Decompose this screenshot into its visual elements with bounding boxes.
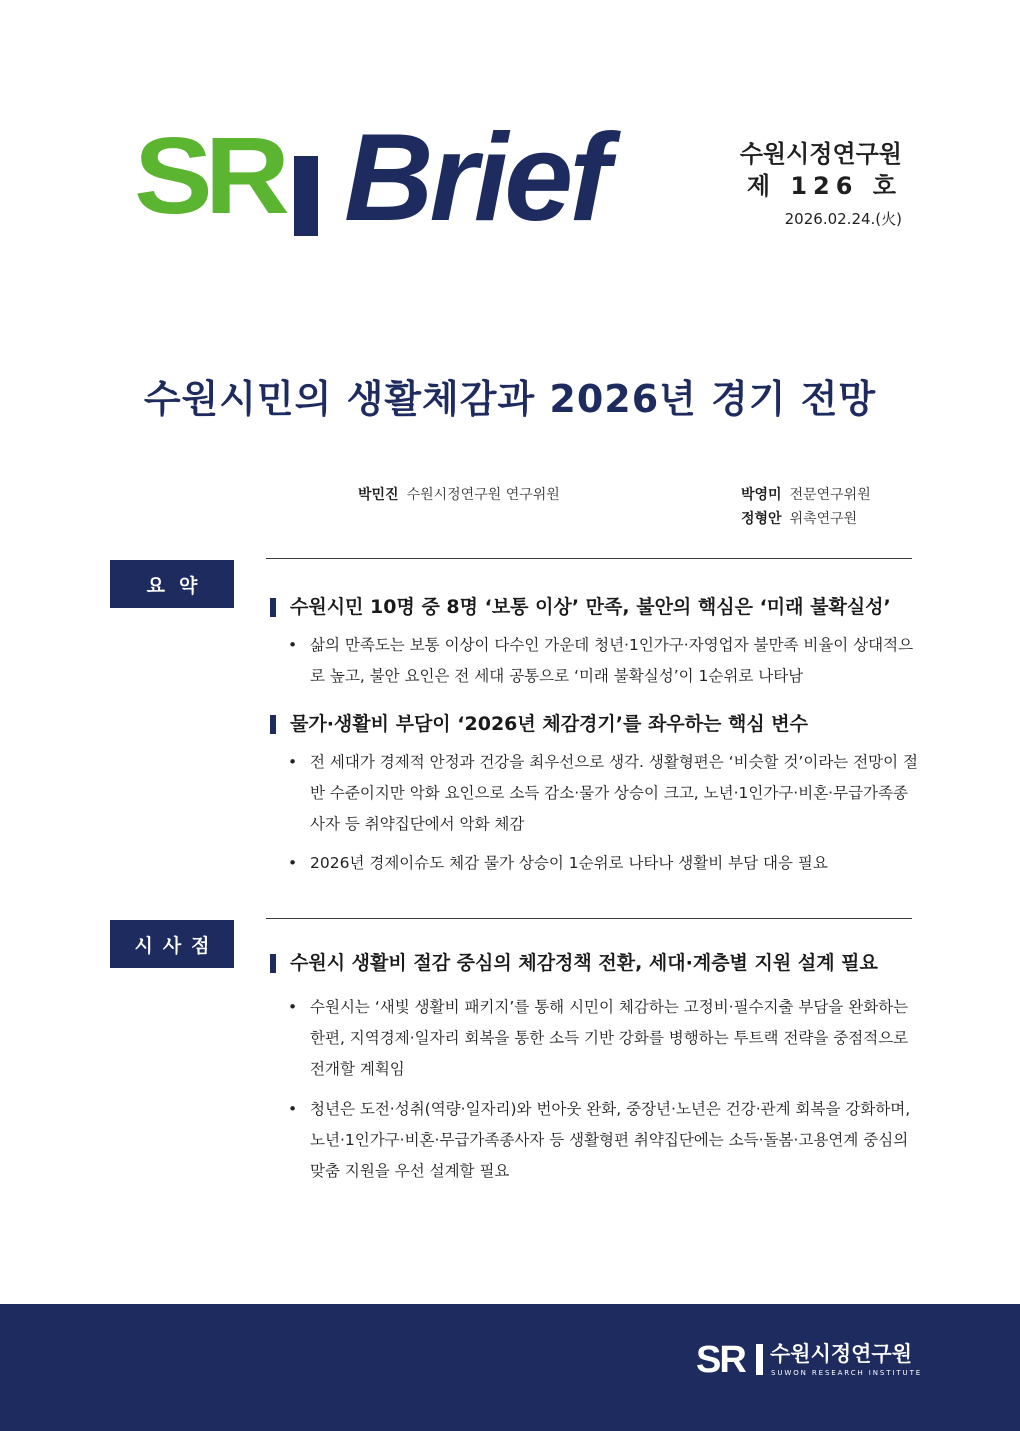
- author-role: 전문연구위원: [789, 487, 871, 503]
- footer-logo-sri: SR: [696, 1339, 745, 1381]
- author-3: [741, 506, 857, 532]
- logo-sri-text: SR: [134, 115, 282, 237]
- logo-i-bar: [294, 156, 318, 236]
- author-name: 정형안: [741, 511, 782, 527]
- issue-number: 제 126 호: [746, 172, 902, 200]
- implications-bullet: • 청년은 도전·성취(역량·일자리)와 번아웃 완화, 중장년·노년은 건강·관계 회복을 강화하며, 노년·1인가구·비혼·무급가족종사자 등 생활형편 취약집단에는 소득·돌봄·고용연계 중심의 맞춤 지원을 우선 설계할 필요: [286, 1094, 920, 1187]
- summary-divider: [266, 558, 912, 559]
- summary-bullet: • 2026년 경제이슈도 체감 물가 상승이 1순위로 나타나 생활비 부담 대응 필요: [286, 848, 920, 879]
- publish-date: 2026.02.24.(火): [784, 210, 902, 228]
- summary-heading-2: 물가·생활비 부담이 ‘2026년 체감경기’를 좌우하는 핵심 변수: [270, 711, 808, 737]
- implications-label: 시사점: [110, 920, 234, 968]
- footer-logo-i-bar: [756, 1344, 763, 1375]
- author-2: [741, 482, 871, 508]
- publisher-name: 수원시정연구원: [739, 140, 902, 168]
- author-1: [358, 482, 560, 508]
- implications-divider: [266, 918, 912, 919]
- footer-org-name: 수원시정연구원: [770, 1342, 913, 1366]
- implications-heading: 수원시 생활비 절감 중심의 체감정책 전환, 세대·계층별 지원 설계 필요: [270, 950, 878, 976]
- summary-bullet: • 삶의 만족도는 보통 이상이 다수인 가운데 청년·1인가구·자영업자 불만족 비율이 상대적으로 높고, 불안 요인은 전 세대 공통으로 ‘미래 불확실성’이 1순위로 나타남: [286, 630, 920, 692]
- page-title: 수원시민의 생활체감과 2026년 경기 전망: [143, 377, 877, 421]
- footer-org-english: SUWON RESEARCH INSTITUTE: [771, 1369, 923, 1377]
- summary-heading-1: 수원시민 10명 중 8명 ‘보통 이상’ 만족, 불안의 핵심은 ‘미래 불확실성’: [270, 594, 891, 620]
- author-name: 박민진: [358, 487, 399, 503]
- author-name: 박영미: [741, 487, 782, 503]
- summary-bullet: • 전 세대가 경제적 안정과 건강을 최우선으로 생각. 생활형편은 ‘비슷할 것’이라는 전망이 절반 수준이지만 악화 요인으로 소득 감소·물가 상승이 크고, 노년·1인가구·비혼·무급가족종사자 등 취약집단에서 악화 체감: [286, 747, 920, 840]
- publication-info: [740, 138, 902, 232]
- author-role: 수원시정연구원 연구위원: [406, 487, 560, 503]
- logo-brief-text: Brief: [344, 109, 607, 247]
- implications-bullet: • 수원시는 ‘새빛 생활비 패키지’를 통해 시민이 체감하는 고정비·필수지출 부담을 완화하는 한편, 지역경제·일자리 회복을 통한 소득 기반 강화를 병행하는 투트랙 전략을 중점적으로 전개할 계획임: [286, 992, 920, 1085]
- summary-label: 요약: [110, 560, 234, 608]
- author-role: 위촉연구원: [789, 511, 858, 527]
